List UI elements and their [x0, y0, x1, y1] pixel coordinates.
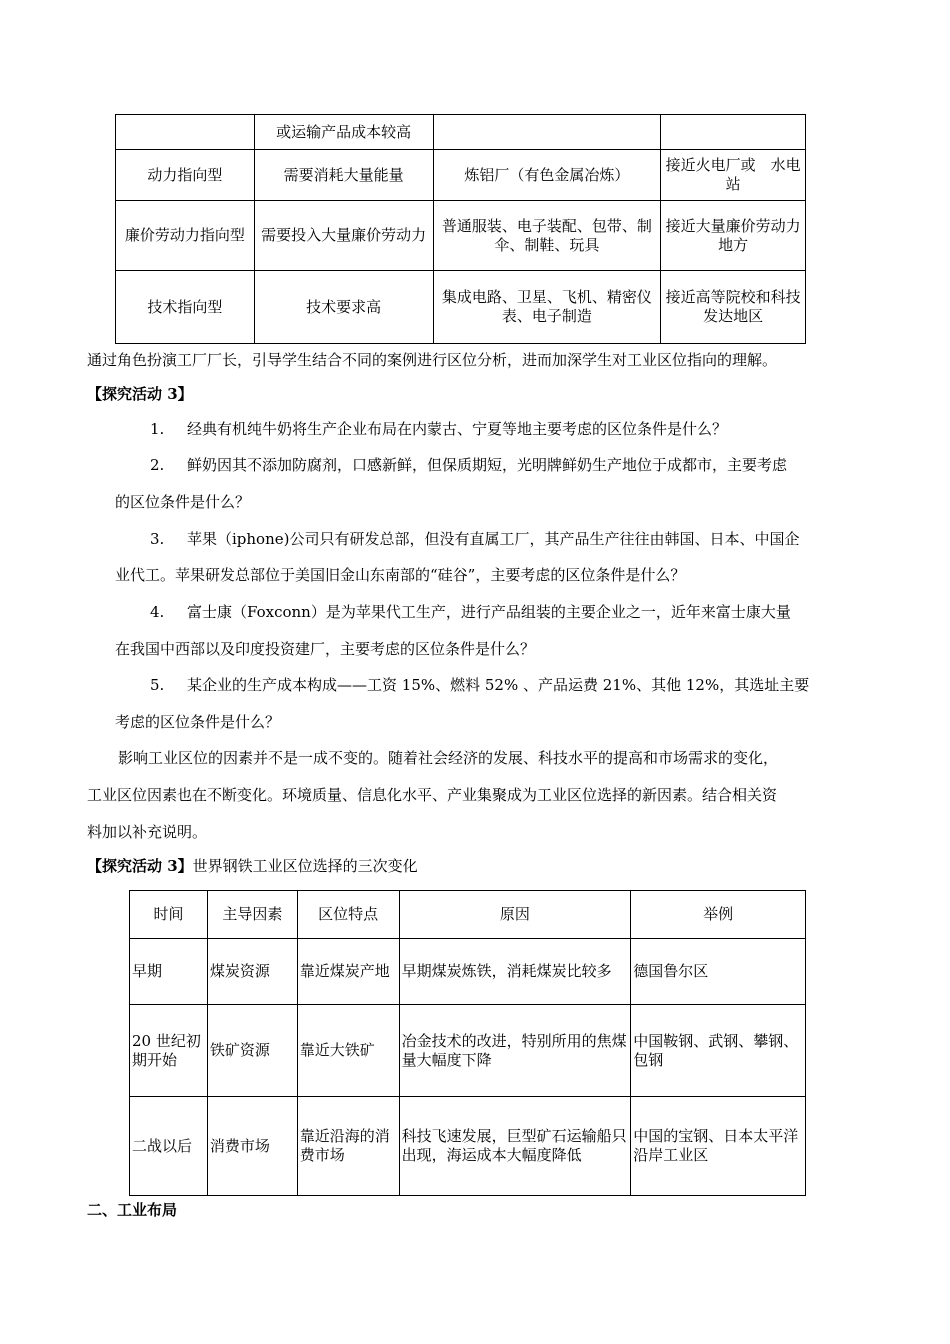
table-cell: 消费市场 — [207, 1097, 297, 1196]
section-2-heading: 二、工业布局 — [87, 1201, 178, 1219]
question-5-text: 某企业的生产成本构成——工资 15%、燃料 52% 、产品运费 21%、其他 12%，其选址主要 — [187, 676, 810, 694]
table-cell: 廉价劳动力指向型 — [116, 201, 255, 271]
table-row — [130, 939, 806, 1005]
paragraph-line: 工业区位因素也在不断变化。环境质量、信息化水平、产业集聚成为工业区位选择的新因素。结合相关资 — [87, 786, 778, 804]
table-cell: 中国鞍钢、武钢、攀钢、包钢 — [631, 1005, 806, 1097]
table-cell: 靠近大铁矿 — [297, 1005, 399, 1097]
table-cell: 普通服装、电子装配、包带、制伞、制鞋、玩具 — [433, 201, 661, 271]
intro-text: 通过角色扮演工厂厂长，引导学生结合不同的案例进行区位分析，进而加深学生对工业区位指向的理解。 — [87, 351, 778, 369]
table-cell: 技术要求高 — [254, 271, 433, 344]
table-cell: 德国鲁尔区 — [631, 939, 806, 1005]
activity-3b-heading: 【探究活动 3】 — [87, 857, 193, 875]
table-cell: 集成电路、卫星、飞机、精密仪表、电子制造 — [433, 271, 661, 344]
table-row — [116, 201, 806, 271]
table-row — [130, 1005, 806, 1097]
table-header-cell: 主导因素 — [207, 891, 297, 939]
table-cell: 中国的宝钢、日本太平洋沿岸工业区 — [631, 1097, 806, 1196]
table-header-cell: 区位特点 — [297, 891, 399, 939]
activity-3b-title: 世界钢铁工业区位选择的三次变化 — [192, 857, 418, 875]
steel-location-table — [129, 890, 806, 1196]
table-cell — [116, 115, 255, 150]
table-cell: 二战以后 — [130, 1097, 208, 1196]
question-2-text: 鲜奶因其不添加防腐剂，口感新鲜，但保质期短，光明牌鲜奶生产地位于成都市，主要考虑 — [187, 456, 788, 474]
table-cell: 煤炭资源 — [207, 939, 297, 1005]
activity-3-heading: 【探究活动 3】 — [87, 385, 193, 403]
table-cell: 需要投入大量廉价劳动力 — [254, 201, 433, 271]
table-cell: 炼铝厂（有色金属冶炼） — [433, 150, 661, 201]
table-header-cell: 举例 — [631, 891, 806, 939]
question-3-text-cont: 业代工。苹果研发总部位于美国旧金山东南部的“硅谷”，主要考虑的区位条件是什么？ — [115, 566, 686, 584]
question-2-number: 2. — [150, 456, 165, 474]
table-cell: 早期 — [130, 939, 208, 1005]
table-header-row — [130, 891, 806, 939]
question-4-number: 4. — [150, 603, 165, 621]
table-cell: 冶金技术的改进，特别所用的焦煤量大幅度下降 — [399, 1005, 631, 1097]
table-cell: 接近高等院校和科技发达地区 — [661, 271, 806, 344]
activity-3b-heading-line — [87, 855, 418, 877]
table-cell: 技术指向型 — [116, 271, 255, 344]
question-3-number: 3. — [150, 530, 165, 548]
question-4-text: 富士康（Foxconn）是为苹果代工生产，进行产品组装的主要企业之一，近年来富士康大量 — [187, 603, 791, 621]
table-cell: 铁矿资源 — [207, 1005, 297, 1097]
table-row — [116, 115, 806, 150]
table-cell: 靠近煤炭产地 — [297, 939, 399, 1005]
question-5-text-cont: 考虑的区位条件是什么？ — [115, 713, 281, 731]
table-cell: 靠近沿海的消费市场 — [297, 1097, 399, 1196]
question-5-number: 5. — [150, 676, 165, 694]
table-cell — [661, 115, 806, 150]
table-cell: 或运输产品成本较高 — [254, 115, 433, 150]
table-cell: 早期煤炭炼铁，消耗煤炭比较多 — [399, 939, 631, 1005]
table-header-cell: 时间 — [130, 891, 208, 939]
industry-orientation-table — [115, 114, 806, 344]
table-cell: 接近火电厂或 水电站 — [661, 150, 806, 201]
paragraph-line: 料加以补充说明。 — [87, 823, 208, 841]
table-cell: 20 世纪初期开始 — [130, 1005, 208, 1097]
question-1-text: 经典有机纯牛奶将生产企业布局在内蒙古、宁夏等地主要考虑的区位条件是什么？ — [187, 420, 728, 438]
table-row — [130, 1097, 806, 1196]
table-row — [116, 150, 806, 201]
table-cell: 动力指向型 — [116, 150, 255, 201]
table-cell: 需要消耗大量能量 — [254, 150, 433, 201]
question-4-text-cont: 在我国中西部以及印度投资建厂，主要考虑的区位条件是什么？ — [115, 640, 536, 658]
question-1-number: 1. — [150, 420, 165, 438]
question-3-text: 苹果（iphone)公司只有研发总部，但没有直属工厂，其产品生产往往由韩国、日本、中国企 — [187, 530, 800, 548]
table-header-cell: 原因 — [399, 891, 631, 939]
question-2-text-cont: 的区位条件是什么？ — [115, 493, 251, 511]
paragraph-line: 影响工业区位的因素并不是一成不变的。随着社会经济的发展、科技水平的提高和市场需求的变化， — [118, 749, 779, 767]
table-cell: 科技飞速发展，巨型矿石运输船只出现，海运成本大幅度降低 — [399, 1097, 631, 1196]
table-cell — [433, 115, 661, 150]
table-row — [116, 271, 806, 344]
table-cell: 接近大量廉价劳动力地方 — [661, 201, 806, 271]
